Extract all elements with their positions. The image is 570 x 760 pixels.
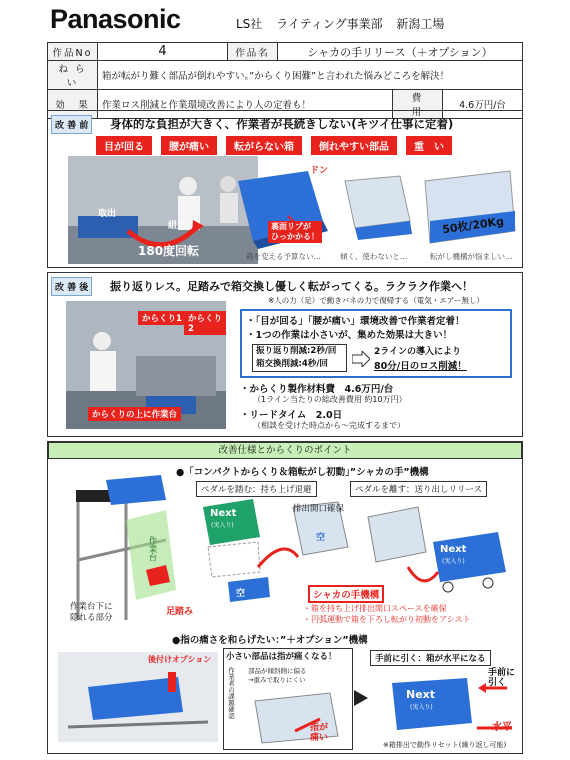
cost-sub: （1ライン当たりの総改善費用 約10万円） <box>253 395 407 404</box>
shaka-note-1: ・箱を持ち上げ排出開口スペースを確保 <box>303 604 447 613</box>
after-headline: 振り返りレス。足踏みで箱交換し優しく転がってくる。ラクラク作業へ！ <box>110 280 473 293</box>
problem-pill: 腰が痛い <box>161 136 217 155</box>
take-label: 取出 <box>98 209 117 219</box>
assemble-label: 組立 <box>168 221 187 231</box>
metrics-box <box>252 344 347 372</box>
footstep-label: 足踏み <box>166 607 194 617</box>
problem-list <box>96 136 452 155</box>
finger-box <box>223 648 353 750</box>
result-1: 2ラインの導入により <box>374 347 461 357</box>
next-sub-1: (実入り) <box>211 522 234 529</box>
mech2-title: ●指の痛さを和らげたい：”＋オプション”機構 <box>172 635 368 646</box>
company-name: LS社 <box>236 17 263 31</box>
heavy-box-illustration <box>420 161 520 251</box>
arrow-right-icon <box>354 690 368 706</box>
metric-1: 振り返り削減:2秒/回 <box>256 346 337 356</box>
problem-pill: 倒れやすい部品 <box>311 136 397 155</box>
pull-label: 手前に 引く <box>488 668 516 688</box>
exit-secure-label: 排出開口確保 <box>293 504 345 514</box>
sound-label: ドン <box>310 166 329 176</box>
next-sub-2: (実入り) <box>442 558 465 565</box>
effect-value: 作業ロス削減と作業環境改善により人の定着も！ <box>98 90 393 119</box>
name-value: シャカの手リリース（＋オプション） <box>278 43 523 61</box>
division-name: ライティング事業部 <box>276 17 383 31</box>
level-label: 水平 <box>492 722 512 733</box>
problem-pill: 重 い <box>406 136 452 155</box>
after-bullet-2: ・1つの作業は小さいが、集めた効果は大きい！ <box>246 330 453 341</box>
before-photo-tilt <box>340 166 420 246</box>
cost-line: ・からくり製作材料費 4.6万円/台 <box>240 384 394 395</box>
rib-callout: 裏面リブが ひっかかる！ <box>268 221 322 243</box>
option-label: 後付けオプション <box>148 655 212 664</box>
finger-note: 部品が傾斜側に偏る →重みで取りにくい <box>248 667 307 684</box>
effect-box <box>240 309 512 378</box>
before-panel <box>47 110 523 268</box>
mech1-title: ●「コンパクトからくり＆箱転がし初動」”シャカの手”機構 <box>176 467 429 478</box>
before-caption-1: 箱を変える予算ない… <box>246 252 321 261</box>
empty-label-2: 空 <box>316 533 326 543</box>
header-org <box>236 15 454 32</box>
rotation-label: 180度回転 <box>138 244 200 258</box>
plant-name: 新潟工場 <box>396 17 445 31</box>
after-bullet-1: ・「目が回る」「腰が痛い」環境改善で作業者定着！ <box>246 316 465 327</box>
finger-diagram <box>250 691 346 746</box>
next-label-2: Next <box>440 544 467 555</box>
pedal-press-box: ペダルを踏む：持ち上げ退避 <box>196 481 317 497</box>
shaka-label: シャカの手機構 <box>308 585 384 603</box>
before-caption-3: 転がし機構が悩ましい… <box>430 252 513 261</box>
shaka-note-2: ・円弧運動で箱を下ろし転がり初動をアシスト <box>303 615 471 624</box>
metric-2: 箱交換削減:4秒/回 <box>256 359 328 369</box>
points-title: 改善仕様とからくりのポイント <box>48 442 522 459</box>
name-label: 作品名 <box>228 43 278 61</box>
before-photo-heavy <box>420 161 520 251</box>
after-panel <box>47 272 523 437</box>
info-table <box>47 42 523 119</box>
karakuri2-label: からくり2 <box>184 311 226 335</box>
before-headline: 身体的な負担が大きく、作業者が長続きしない(キツイ仕事に定着) <box>110 117 454 131</box>
lead-sub: （相談を受けた時点から～完成するまで） <box>253 421 405 430</box>
cost-value: 4.6万円/台 <box>443 90 523 119</box>
hidden-part-label: 作業台下に 隠れる部分 <box>70 602 113 623</box>
foot-note: ※箱排出で動作リセット(繰り返し可能) <box>383 741 507 749</box>
lead-line: ・リードタイム 2.0日 <box>240 410 343 421</box>
problem-pill: 目が回る <box>96 136 152 155</box>
next-label-3: Next <box>406 688 436 701</box>
aim-value: 箱が転がり難く部品が倒れやすい。”からくり困難”と言われた悩みどころを解決！ <box>98 61 523 90</box>
after-photo-caption: からくりの上に作業台 <box>88 407 181 421</box>
finger-title: 小さい部品は指が痛くなる！ <box>226 652 337 662</box>
before-photo-box <box>228 161 338 261</box>
workbench-label: 作業台 <box>147 536 157 562</box>
arrow-right-icon <box>352 351 370 367</box>
panasonic-logo: Panasonic <box>50 4 181 34</box>
no-value: 4 <box>98 43 228 61</box>
before-caption-2: 傾く、使わないと… <box>340 252 408 261</box>
vertical-label: 作業者の課題確認 <box>227 667 235 719</box>
after-note: ※人の力（足）で動きバネの力で復帰する（電気・エアー無し） <box>268 296 485 305</box>
option-photo-illustration <box>58 652 218 742</box>
pull-title: 手前に引く：箱が水平になる <box>370 650 491 666</box>
empty-label-1: 空 <box>236 589 246 599</box>
points-panel <box>47 441 523 754</box>
result-2: 80分/日のロス削減！ <box>374 361 467 372</box>
next-sub-3: (実入り) <box>410 704 433 711</box>
karakuri1-label: からくり1 <box>138 311 186 325</box>
after-photo <box>66 301 226 429</box>
before-tag: 改 善 前 <box>51 115 92 134</box>
after-tag: 改 善 後 <box>51 277 92 296</box>
problem-pill: 転がらない箱 <box>226 136 302 155</box>
aim-label: ね ら い <box>48 61 98 90</box>
finger-pain-label: 指が 痛い <box>310 723 329 743</box>
effect-label: 効 果 <box>48 90 98 119</box>
cost-label: 費 用 <box>393 90 443 119</box>
weight-label: 50枚/20Kg <box>441 214 505 237</box>
next-label-1: Next <box>210 508 237 519</box>
no-label: 作品No <box>48 43 98 61</box>
tilted-box-illustration <box>340 166 420 246</box>
pedal-release-box: ペダルを離す：送り出しリリース <box>350 481 487 497</box>
